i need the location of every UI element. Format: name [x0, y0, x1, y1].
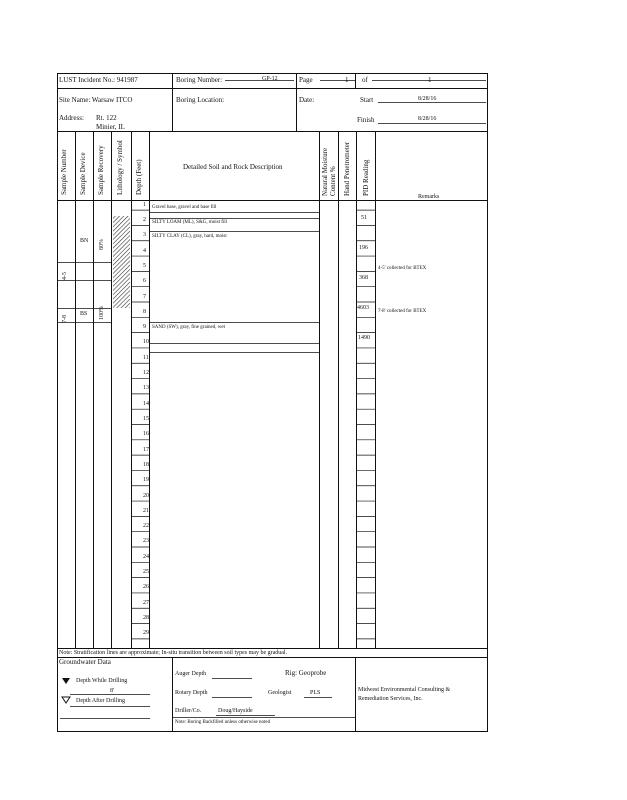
water-level-drilling-icon: [62, 678, 70, 684]
geologist-label: Geologist: [268, 690, 292, 696]
stratification-note: Note: Stratification lines are approximate; In-situ transition between soil types may be gradual.: [59, 650, 288, 656]
site-name: Site Name: Warsaw ITCO: [59, 96, 133, 104]
boring-number-label: Boring Number:: [176, 76, 223, 84]
depth-label: 8: [143, 308, 146, 315]
depth-label: 7: [143, 293, 146, 300]
col-hand-penetrometer: Hand Penetrometer: [343, 141, 351, 196]
auger-depth-label: Auger Depth: [175, 671, 207, 677]
of-label: of: [362, 76, 368, 84]
depth-label: 11: [143, 354, 149, 361]
page-label: Page: [299, 76, 313, 84]
depth-label: 2: [143, 216, 146, 223]
sample-number-2: 7-8: [62, 315, 68, 323]
backfill-note: Note: Boring Backfilled unless otherwise noted: [175, 720, 271, 725]
sample-device-1: BN: [80, 238, 89, 244]
pid-reading-1: 51: [361, 215, 367, 221]
depth-label: 13: [143, 385, 149, 392]
description-2: SILTY LOAM (ML), S&G, moist fill: [152, 220, 228, 225]
depth-label: 6: [143, 278, 146, 285]
start-label: Start: [360, 96, 374, 104]
col-moisture: Natural Moisture Content %: [321, 147, 337, 196]
depth-label: 24: [143, 553, 149, 560]
col-lithology: Lithology / Symbol: [116, 140, 124, 195]
start-value: 8/28/16: [418, 96, 437, 102]
pid-reading-5: 1490: [358, 335, 370, 341]
description-3: SILTY CLAY (CL), gray, hard, moist: [152, 234, 227, 239]
company-line2: Remediation Services, Inc.: [358, 696, 423, 702]
remark-2: 7-8' collected for BTEX: [378, 309, 427, 314]
depth-label: 25: [143, 569, 149, 576]
depth-label: 12: [143, 370, 149, 377]
of-value: 1: [428, 76, 432, 84]
col-sample-recovery: Sample Recovery: [97, 145, 105, 195]
depth-label: 23: [143, 538, 149, 545]
water-level-after-icon: [62, 697, 70, 703]
depth-label: 1: [143, 201, 146, 208]
pid-reading-4: 4603: [357, 305, 369, 311]
depth-label: 28: [143, 615, 149, 622]
driller-value: Doug/Hayside: [218, 708, 253, 714]
col-sample-number: Sample Number: [60, 149, 68, 195]
depth-label: 14: [143, 400, 149, 407]
description-4: SAND (SW), gray, fine grained, wet: [152, 325, 225, 330]
driller-label: Driller/Co.: [175, 708, 202, 714]
lust-incident: LUST Incident No.: 941987: [59, 76, 138, 84]
depth-while-drilling-value: 8': [110, 688, 115, 694]
col-sample-device: Sample Device: [79, 152, 87, 195]
rotary-depth-label: Rotary Depth: [175, 690, 208, 696]
depth-label: 20: [143, 492, 149, 499]
depth-label: 27: [143, 599, 149, 606]
boring-number-value: GP-12: [262, 76, 278, 82]
depth-label: 19: [143, 477, 149, 484]
depth-label: 9: [143, 324, 146, 331]
address-line1: Rt. 122: [96, 114, 117, 122]
col-remarks: Remarks: [418, 194, 440, 200]
depth-after-drilling-label: Depth After Drilling: [76, 698, 125, 704]
pid-reading-2: 196: [359, 245, 368, 251]
depth-label: 16: [143, 431, 149, 438]
depth-label: 15: [143, 416, 149, 422]
sample-device-2: BS: [80, 311, 88, 317]
depth-label: 4: [143, 247, 146, 254]
finish-label: Finish: [357, 116, 375, 124]
depth-label: 17: [143, 446, 149, 453]
company-line1: Midwest Environmental Consulting &: [358, 687, 451, 693]
depth-label: 10: [143, 339, 149, 346]
finish-value: 8/28/16: [418, 116, 437, 122]
lithology-hatch: [113, 216, 130, 308]
date-label: Date:: [299, 96, 315, 104]
depth-label: 3: [143, 232, 146, 239]
col-description: Detailed Soil and Rock Description: [183, 163, 283, 171]
col-pid: PID Reading: [362, 159, 370, 196]
groundwater-title: Groundwater Data: [59, 658, 111, 666]
depth-label: 26: [143, 584, 149, 591]
sample-number-1: 4-5: [62, 272, 68, 280]
pid-reading-3: 368: [359, 275, 368, 281]
depth-label: 22: [143, 523, 149, 530]
address-label: Address:: [59, 114, 84, 122]
geologist-value: PLS: [310, 690, 321, 696]
depth-label: 18: [143, 461, 149, 468]
page-value: 1: [345, 76, 349, 84]
rig-label: Rig: Geoprobe: [285, 669, 327, 677]
remark-1: 4-5' collected for BTEX: [378, 266, 427, 271]
depth-label: 5: [143, 262, 146, 269]
sample-recovery-1: 80%: [99, 239, 105, 250]
description-1: Gravel base, gravel and base fill: [152, 205, 217, 210]
boring-location: Boring Location:: [176, 96, 225, 104]
col-depth: Depth (Feet): [135, 159, 143, 195]
depth-while-drilling-label: Depth While Drilling: [76, 678, 128, 684]
depth-label: 29: [143, 630, 149, 637]
sample-recovery-2: 100%: [99, 306, 105, 320]
depth-label: 21: [143, 507, 149, 514]
address-line2: Minier, IL: [96, 123, 125, 131]
